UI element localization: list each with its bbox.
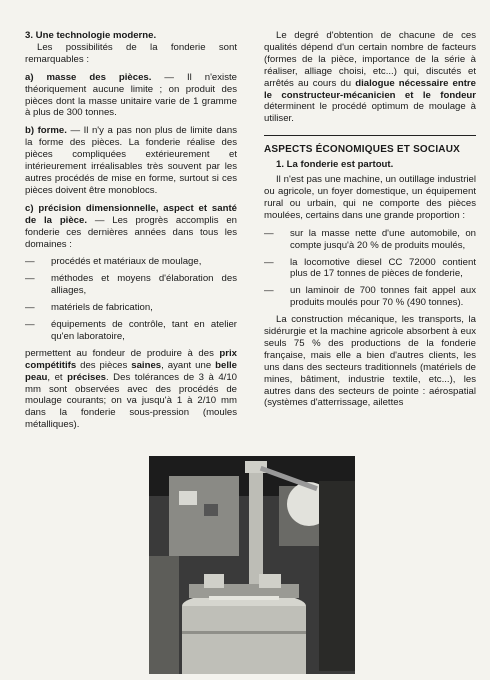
left-column <box>25 30 237 431</box>
text-run: permettent au fondeur de produire à des <box>25 347 220 359</box>
text-run: déterminent le procédé optimum de moulage à utiliser. <box>264 101 476 125</box>
item-form-text: — Il n'y a pas non plus de limite dans la forme des pièces. La fonderie réalise des pièces compliquées extérieurement et intérieurement irréalisables très souvent par les autres procédés de mise en forme, surtout si ces pièces doivent être monoblocs. <box>25 125 237 196</box>
intro-paragraph: Les possibilités de la fonderie sont remarquables : <box>25 41 237 65</box>
bold-run: prix compétitifs <box>25 347 237 371</box>
item-form <box>25 125 237 196</box>
examples-list <box>264 228 476 309</box>
bold-run: saines <box>131 359 162 371</box>
item-precision <box>25 203 237 251</box>
item-mass-text: — Il n'existe théoriquement aucune limite ; on produit des pièces dont la masse unitaire varie de 1 gramme à plus de 300 tonnes. <box>25 71 237 119</box>
item-form-label: b) forme. <box>25 125 67 137</box>
section-heading: 3. Une technologie moderne. <box>25 30 157 41</box>
list-item: — équipements de contrôle, tant en atelier qu'en laboratoire, <box>25 319 237 343</box>
everywhere-paragraph: Il n'est pas une machine, un outillage industriel ou agricole, un foyer domestique, un équipement rural ou urbain, qui ne comporte des pièces moulées, certains dans une grande proportion : <box>264 174 476 221</box>
foundry-photo-image <box>149 456 355 674</box>
foundry-photo <box>149 456 355 674</box>
right-column <box>264 30 476 409</box>
list-item: — méthodes et moyens d'élaboration des alliages, <box>25 273 237 297</box>
text-run: des pièces <box>76 359 132 371</box>
item-mass-label: a) masse des pièces. <box>25 71 152 83</box>
section-title: ASPECTS ÉCONOMIQUES ET SOCIAUX <box>264 144 461 156</box>
bold-run: belle peau <box>25 359 237 383</box>
list-item: — la locomotive diesel CC 72000 contient plus de 17 tonnes de pièces de fonderie, <box>264 257 476 281</box>
qualities-paragraph <box>264 30 476 125</box>
sub-title: 1. La fonderie est partout. <box>276 159 394 171</box>
item-precision-label: c) précision dimensionnelle, aspect et santé de la pièce. <box>25 202 237 226</box>
progress-list <box>25 256 237 342</box>
text-run: , ayant une <box>161 359 216 371</box>
list-item: — sur la masse nette d'une automobile, on compte jusqu'à 20 % de produits moulés, <box>264 228 476 252</box>
section-divider <box>264 135 476 136</box>
list-item: — matériels de fabrication, <box>25 302 237 314</box>
item-mass <box>25 72 237 120</box>
bold-run: précises <box>67 371 107 383</box>
item-precision-text: — Les progrès accomplis en fonderie ces dernières années dans tous les domaines : <box>25 214 237 250</box>
closing-paragraph <box>25 348 237 431</box>
list-item: — un laminoir de 700 tonnes fait appel aux produits moulés pour 70 % (490 tonnes). <box>264 285 476 309</box>
text-run: Le degré d'obtention de chacune de ces qualités dépend d'un certain nombre de facteurs (formes de la pièce, importance de la série à réaliser, alliage choisi, etc...) qui, discutés et arrêtés au cours du <box>264 30 476 89</box>
list-item: — procédés et matériaux de moulage, <box>25 256 237 268</box>
bold-run: dialogue nécessaire entre le constructeur-mécanicien et le fondeur <box>264 77 477 101</box>
sectors-paragraph: La construction mécanique, les transports, la sidérurgie et la machine agricole absorbent à eux seuls 75 % des productions de la fonderie française, mais elle a bien d'autres clients, les uns dans des secteurs traditionnels (matériels de mines, bâtiment, industrie textile, etc...), les autres dans des secteurs de pointe : aérospatial (systèmes d'atterrissage, ailettes <box>264 314 476 409</box>
text-run: , et <box>47 371 68 383</box>
text-run: . Des tolérances de 3 à 4/10 mm sont observées avec des procédés de moulage courants; on va jusqu'à 1 à 2/10 mm dans la fonderie sous-pression (moules métalliques). <box>25 371 238 431</box>
